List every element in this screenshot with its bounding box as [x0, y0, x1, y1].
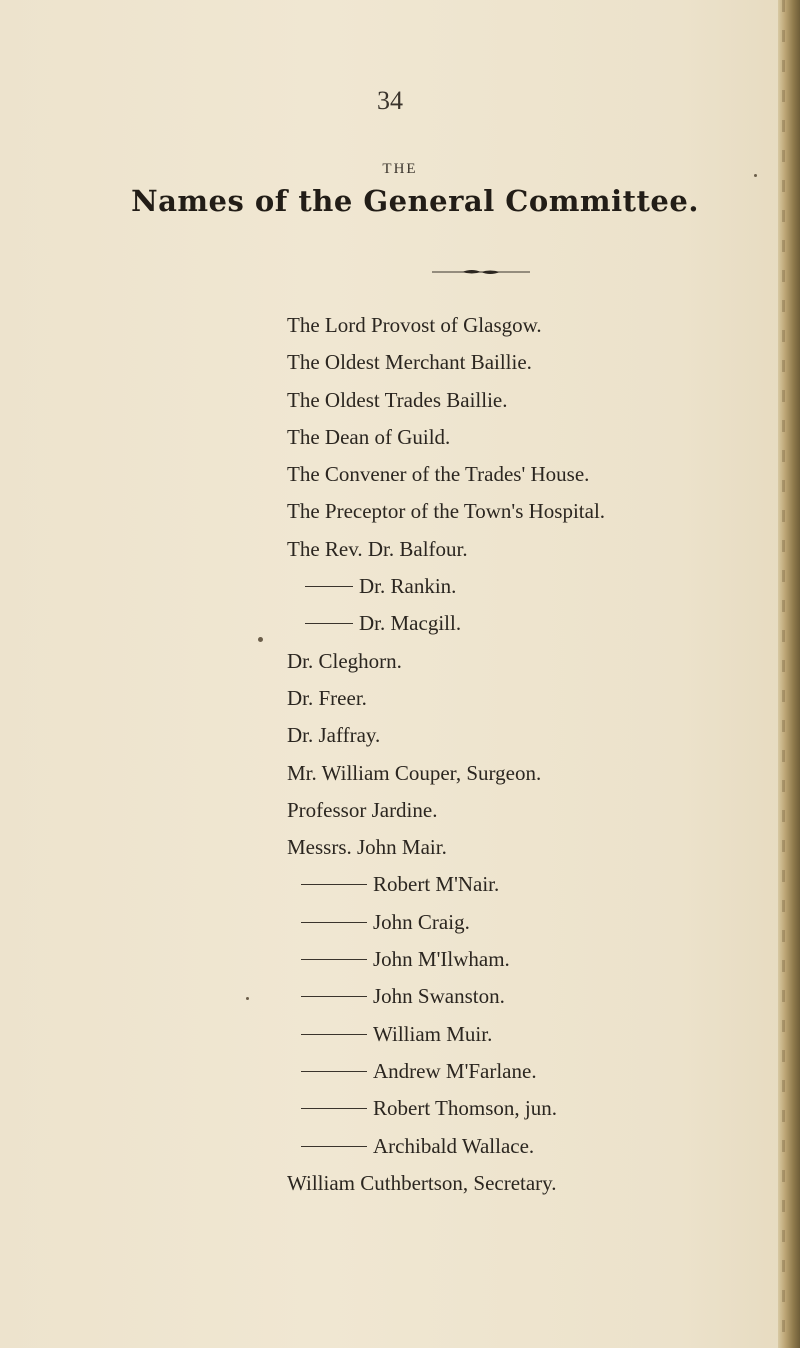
committee-member — [287, 568, 605, 605]
paper-speck — [258, 637, 263, 642]
committee-member — [287, 680, 605, 717]
committee-member — [287, 382, 605, 419]
committee-member — [287, 904, 605, 941]
committee-member-name: Dr. Cleghorn. — [287, 648, 402, 673]
ornamental-rule — [432, 268, 530, 276]
ditto-dash — [305, 586, 353, 587]
committee-member — [287, 1128, 605, 1165]
committee-member-name: Robert Thomson, jun. — [373, 1096, 557, 1121]
committee-member — [287, 1165, 605, 1202]
committee-member-name: The Oldest Merchant Baillie. — [287, 350, 532, 375]
committee-member — [287, 419, 605, 456]
committee-member — [287, 978, 605, 1015]
committee-member — [287, 1090, 605, 1127]
committee-member-name: Dr. Freer. — [287, 685, 367, 710]
committee-member — [287, 755, 605, 792]
committee-member — [287, 1016, 605, 1053]
committee-member — [287, 605, 605, 642]
committee-member-name: The Rev. Dr. Balfour. — [287, 536, 468, 561]
committee-member-name: Professor Jardine. — [287, 797, 438, 822]
committee-member — [287, 866, 605, 903]
committee-member — [287, 717, 605, 754]
committee-member-name: The Dean of Guild. — [287, 424, 451, 449]
committee-member-name: Dr. Rankin. — [359, 574, 457, 599]
committee-member-name: Messrs. John Mair. — [287, 835, 447, 860]
ditto-dash — [301, 1071, 367, 1072]
heading-the: THE — [382, 161, 418, 177]
committee-member — [287, 344, 605, 381]
committee-member-name: John Swanston. — [373, 984, 505, 1009]
committee-member — [287, 829, 605, 866]
committee-member-name: Mr. William Couper, Surgeon. — [287, 760, 542, 785]
committee-member — [287, 941, 605, 978]
ditto-dash — [301, 996, 367, 997]
committee-member — [287, 1053, 605, 1090]
committee-member-name: Andrew M'Farlane. — [373, 1058, 537, 1083]
committee-member — [287, 456, 605, 493]
ditto-dash — [301, 1034, 367, 1035]
ditto-dash — [301, 1146, 367, 1147]
committee-list — [287, 307, 605, 1202]
paper-speck — [246, 997, 249, 1000]
ditto-dash — [301, 884, 367, 885]
committee-member-name: The Oldest Trades Baillie. — [287, 387, 508, 412]
committee-member — [287, 792, 605, 829]
committee-member-name: The Preceptor of the Town's Hospital. — [287, 499, 606, 524]
committee-member-name: John Craig. — [373, 909, 470, 934]
ditto-dash — [301, 1108, 367, 1109]
committee-member-name: Dr. Jaffray. — [287, 723, 381, 748]
page-title: Names of the General Committee. — [131, 184, 699, 218]
page-number: 34 — [377, 86, 403, 115]
committee-member-name: The Convener of the Trades' House. — [287, 462, 590, 487]
committee-member — [287, 493, 605, 530]
committee-member-name: William Cuthbertson, Secretary. — [287, 1170, 557, 1195]
ditto-dash — [305, 623, 353, 624]
committee-member-name: Robert M'Nair. — [373, 872, 500, 897]
committee-member-name: Dr. Macgill. — [359, 611, 462, 636]
committee-member-name: Archibald Wallace. — [373, 1133, 535, 1158]
committee-member — [287, 307, 605, 344]
ditto-dash — [301, 922, 367, 923]
committee-member-name: William Muir. — [373, 1021, 493, 1046]
paper-speck — [754, 174, 757, 177]
committee-member — [287, 531, 605, 568]
ditto-dash — [301, 959, 367, 960]
committee-member — [287, 643, 605, 680]
committee-member-name: The Lord Provost of Glasgow. — [287, 313, 542, 337]
committee-member-name: John M'Ilwham. — [373, 947, 510, 972]
